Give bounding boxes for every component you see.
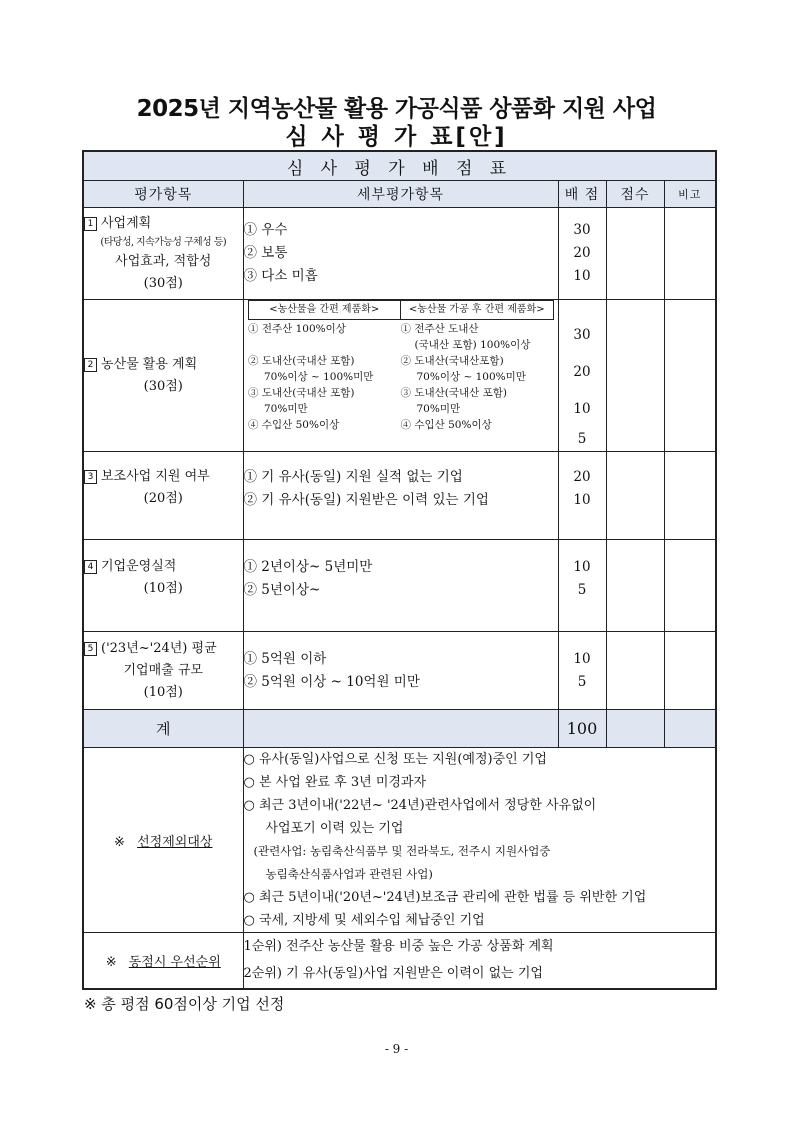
point-value: 30	[573, 327, 591, 343]
exclusion-note: 농림축산식품사업과 관련된 사업)	[265, 867, 433, 881]
exclusion-item: 사업포기 이력 있는 기업	[265, 821, 404, 836]
detail-item: ③ 다소 미흡	[243, 268, 318, 284]
detail-item: ② 5억원 이상 ~ 10억원 미만	[243, 673, 420, 690]
points-cell	[558, 540, 606, 632]
table-row	[83, 208, 716, 300]
remarks-cell[interactable]	[664, 540, 716, 632]
sub-item: 70%미만	[264, 403, 308, 415]
total-row	[83, 710, 716, 748]
remarks-cell[interactable]	[664, 632, 716, 710]
evaluation-table	[82, 150, 717, 990]
sub-item: ④ 수입산 50%이상	[400, 419, 492, 431]
remarks-cell[interactable]	[664, 208, 716, 300]
exclusion-item: ○ 최근 5년이내('20년~'24년)보조금 관리에 관한 법률 등 위반한 기업	[243, 890, 647, 905]
exclusion-label-cell	[83, 748, 243, 933]
exclusion-list	[243, 748, 716, 933]
category-cell	[83, 208, 243, 300]
points-cell	[558, 632, 606, 710]
priority-label: 동점시 우선순위	[128, 954, 221, 970]
priority-item: 1순위) 전주산 농산물 활용 비중 높은 가공 상품화 계획	[243, 939, 554, 955]
category-label: 사업계획	[101, 215, 152, 231]
category-cell	[83, 300, 243, 452]
points-cell	[558, 208, 606, 300]
exclusion-label: 선정제외대상	[137, 834, 213, 850]
point-value: 5	[577, 673, 587, 690]
category-cell	[83, 452, 243, 540]
point-value: 20	[573, 245, 591, 261]
sub-item: ③ 도내산(국내산 포함)	[248, 387, 355, 399]
points-cell	[558, 452, 606, 540]
score-cell[interactable]	[606, 208, 664, 300]
detail-item: ② 기 유사(동일) 지원받은 이력 있는 기업	[243, 492, 489, 508]
category-cell	[83, 632, 243, 710]
detail-item: ② 5년이상~	[243, 582, 321, 598]
total-remarks-cell[interactable]	[664, 710, 716, 748]
total-detail-cell	[243, 710, 558, 748]
category-points: (20점)	[143, 491, 183, 506]
table-row	[83, 632, 716, 710]
detail-cell	[243, 300, 558, 452]
category-label: 보조사업 지원 여부	[101, 469, 210, 484]
point-value: 5	[577, 431, 587, 447]
category-label: 사업효과, 적합성	[115, 253, 212, 269]
sub-header-processed: <농산물 가공 후 간편 제품화>	[401, 301, 554, 320]
priority-item: 2순위) 기 유사(동일)사업 지원받은 이력이 없는 기업	[243, 966, 543, 982]
sub-item-spacer	[248, 337, 401, 353]
sub-item: 70%이상 ~ 100%미만	[416, 371, 526, 383]
category-points: (30점)	[143, 378, 183, 394]
remarks-cell[interactable]	[664, 452, 716, 540]
exclusion-item: ○ 국세, 지방세 및 세외수입 체납중인 기업	[243, 913, 485, 928]
table-row	[83, 452, 716, 540]
sub-item: ② 도내산(국내산 포함)	[248, 355, 355, 367]
exclusion-row	[83, 748, 716, 933]
detail-item: ① 5억원 이하	[243, 650, 327, 667]
detail-cell	[243, 540, 558, 632]
sub-item: ② 도내산(국내산포함)	[400, 355, 504, 367]
exclusion-item: ○ 최근 3년이내('22년~ '24년)관련사업에서 정당한 사유없이	[243, 798, 597, 813]
sub-item: ① 전주산 100%이상	[248, 323, 346, 335]
sub-item: (국내산 포함) 100%이상	[414, 339, 531, 351]
detail-item: ① 2년이상~ 5년미만	[243, 559, 373, 575]
header-category: 평가항목	[83, 181, 243, 208]
point-value: 10	[573, 268, 591, 284]
point-value: 20	[573, 469, 591, 485]
document-title: 2025년 지역농산물 활용 가공식품 상품화 지원 사업	[136, 96, 657, 122]
sub-item: 70%미만	[416, 403, 461, 415]
total-value: 100	[558, 710, 606, 748]
point-value: 5	[577, 582, 587, 598]
footer-note: ※ 총 평점 60점이상 기업 선정	[84, 995, 285, 1013]
detail-item: ① 기 유사(동일) 지원 실적 없는 기업	[243, 469, 463, 485]
priority-list	[243, 933, 716, 989]
table-band-title: 심 사 평 가 배 점 표	[83, 151, 716, 181]
category-label: ('23년~'24년) 평균	[101, 640, 217, 656]
total-score-cell[interactable]	[606, 710, 664, 748]
category-points: (10점)	[143, 581, 183, 596]
header-score: 점수	[606, 181, 664, 208]
remarks-cell[interactable]	[664, 300, 716, 452]
point-value: 10	[573, 492, 591, 508]
exclusion-note: (관련사업: 농림축산식품부 및 전라북도, 전주시 지원사업중	[253, 844, 551, 858]
score-cell[interactable]	[606, 540, 664, 632]
sub-item: ① 전주산 도내산	[400, 323, 479, 335]
detail-cell	[243, 208, 558, 300]
category-sublabel: (타당성, 지속가능성 구체성 등)	[100, 236, 227, 248]
item-number-box: 1	[84, 217, 97, 231]
detail-item: ② 보통	[243, 245, 288, 261]
table-row	[83, 540, 716, 632]
sub-criteria-table	[248, 300, 554, 433]
page-number: - 9 -	[384, 1042, 409, 1056]
point-value: 10	[573, 559, 591, 575]
header-points: 배 점	[558, 181, 606, 208]
sub-header-simple: <농산물을 간편 제품화>	[248, 301, 401, 320]
sub-item: 70%이상 ~ 100%미만	[264, 371, 374, 383]
score-cell[interactable]	[606, 632, 664, 710]
exclusion-item: ○ 본 사업 완료 후 3년 미경과자	[243, 775, 427, 790]
header-remarks: 비고	[664, 181, 716, 208]
item-number-box: 3	[84, 470, 97, 484]
category-points: (30점)	[143, 275, 183, 291]
category-label: 농산물 활용 계획	[101, 356, 198, 372]
table-row	[83, 300, 716, 452]
note-mark: ※	[114, 834, 125, 850]
score-cell[interactable]	[606, 300, 664, 452]
point-value: 30	[573, 222, 591, 238]
priority-label-cell	[83, 933, 243, 989]
detail-cell	[243, 452, 558, 540]
note-mark: ※	[105, 954, 117, 970]
category-points: (10점)	[143, 684, 183, 700]
category-label: 기업매출 규모	[123, 662, 203, 678]
point-value: 10	[573, 650, 591, 667]
item-number-box: 4	[84, 560, 97, 574]
document-subtitle: 심 사 평 가 표[안]	[285, 124, 508, 150]
item-number-box: 2	[84, 358, 97, 372]
point-value: 10	[573, 401, 591, 417]
point-value: 20	[573, 364, 591, 380]
detail-item: ① 우수	[243, 222, 288, 238]
detail-cell	[243, 632, 558, 710]
header-detail: 세부평가항목	[243, 181, 558, 208]
score-cell[interactable]	[606, 452, 664, 540]
sub-item: ③ 도내산(국내산 포함)	[400, 387, 508, 399]
exclusion-item: ○ 유사(동일)사업으로 신청 또는 지원(예정)중인 기업	[243, 752, 547, 767]
priority-row	[83, 933, 716, 989]
item-number-box: 5	[84, 642, 97, 656]
category-label: 기업운영실적	[101, 559, 177, 574]
sub-item: ④ 수입산 50%이상	[248, 419, 340, 431]
total-label: 계	[83, 710, 243, 748]
category-cell	[83, 540, 243, 632]
points-cell	[558, 300, 606, 452]
